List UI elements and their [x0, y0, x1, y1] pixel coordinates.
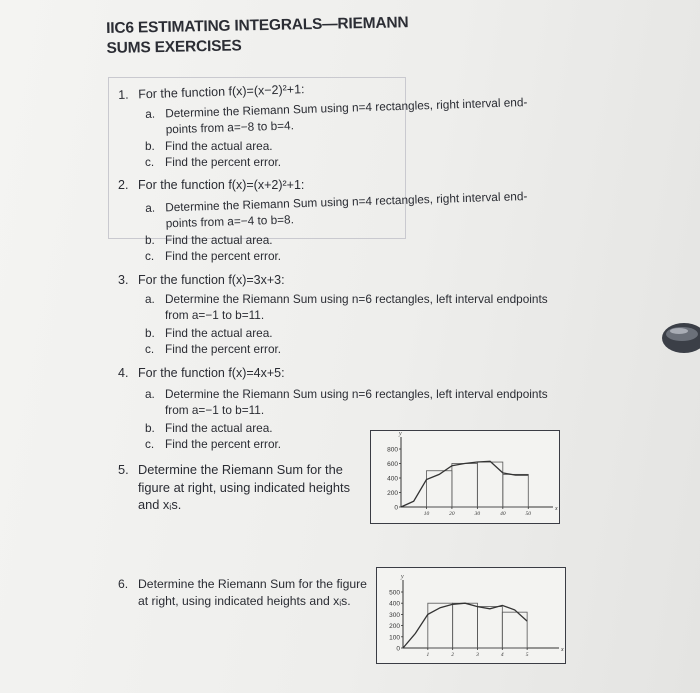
part-continuation: points from a=−4 to b=8.: [165, 211, 295, 230]
part-letter: b.: [145, 233, 155, 247]
part-letter: a.: [145, 106, 156, 121]
problem-2b: [145, 233, 273, 249]
part-continuation: from a=−1 to b=11.: [165, 307, 265, 322]
problem-number: 5.: [118, 462, 129, 477]
y-tick-label: 0: [396, 645, 400, 653]
x-tick-label: 20: [449, 511, 455, 517]
y-tick-label: 500: [389, 589, 400, 597]
riemann-chart-problem-5: [371, 431, 559, 523]
y-tick-label: 100: [389, 634, 400, 642]
problem-line: at right, using indicated heights and xᵢs.: [138, 594, 351, 608]
x-tick-label: 4: [500, 652, 504, 658]
y-axis-label: y: [399, 431, 402, 437]
chart-frame-6: [376, 567, 566, 664]
problem-text: For the function f(x)=4x+5:: [138, 366, 285, 380]
problem-3: [118, 273, 285, 289]
x-tick-label: 10: [423, 511, 430, 517]
part-text: Determine the Riemann Sum using n=4 rectangles, right interval end-: [164, 188, 528, 215]
y-tick-label: 200: [389, 623, 400, 631]
part-letter: c.: [145, 155, 155, 169]
part-letter: a.: [145, 292, 155, 306]
faded-text: [419, 20, 423, 31]
problem-2c: [145, 249, 281, 265]
riemann-rectangle: [477, 607, 502, 648]
riemann-rectangle: [503, 474, 528, 507]
x-tick-label: 50: [525, 511, 532, 517]
problem-number: 2.: [118, 178, 129, 192]
function-curve: [403, 603, 527, 648]
x-tick-label: 3: [476, 652, 479, 658]
part-text: Find the actual area.: [165, 233, 273, 247]
title-line-1: IIC6 ESTIMATING INTEGRALS—RIEMANN: [106, 14, 409, 37]
problem-3b: [145, 326, 273, 342]
part-continuation: points from a=−8 to b=4.: [165, 117, 295, 136]
part-text: Find the actual area.: [165, 139, 273, 153]
riemann-rectangle: [426, 471, 451, 507]
problem-4a: [145, 387, 548, 418]
riemann-chart-problem-6: [377, 568, 565, 663]
part-text: Find the percent error.: [165, 437, 282, 451]
title-line-2: SUMS EXERCISES: [106, 37, 242, 57]
x-tick-label: 30: [474, 511, 481, 517]
part-letter: c.: [145, 437, 155, 451]
part-text: Find the percent error.: [165, 249, 282, 263]
problem-line: Determine the Riemann Sum for the: [138, 462, 343, 477]
problem-3c: [145, 342, 281, 358]
part-letter: a.: [145, 387, 155, 401]
y-tick-label: 0: [394, 504, 398, 512]
part-letter: c.: [145, 342, 155, 356]
y-axis-label: y: [401, 574, 404, 580]
problem-number: 1.: [118, 87, 129, 102]
problem-4: [118, 366, 285, 382]
problem-number: 3.: [118, 273, 129, 287]
part-text: Determine the Riemann Sum using n=6 rectangles, left interval endpoints: [165, 387, 548, 401]
part-text: Determine the Riemann Sum using n=6 rectangles, left interval endpoints: [165, 292, 548, 306]
part-text: Determine the Riemann Sum using n=4 rectangles, right interval end-: [164, 94, 528, 121]
problem-2: [118, 178, 304, 194]
y-tick-label: 800: [387, 446, 398, 454]
problem-3a: [145, 292, 548, 323]
part-text: Find the percent error.: [165, 342, 282, 356]
x-tick-label: 5: [525, 652, 529, 658]
part-text: Find the actual area.: [165, 421, 273, 435]
part-continuation: from a=−1 to b=11.: [165, 402, 265, 417]
chart-frame-5: [370, 430, 560, 524]
part-letter: b.: [145, 421, 155, 435]
problem-line: figure at right, using indicated heights: [138, 479, 350, 495]
function-curve: [401, 461, 528, 507]
part-text: Find the actual area.: [165, 326, 273, 340]
y-tick-label: 300: [389, 611, 400, 619]
y-tick-label: 600: [387, 461, 398, 468]
problem-1c: [145, 155, 281, 171]
problem-5: [118, 461, 350, 514]
problem-number: 4.: [118, 366, 129, 380]
x-tick-label: 40: [500, 511, 506, 517]
riemann-rectangle: [453, 603, 478, 648]
riemann-rectangle: [452, 464, 477, 508]
part-letter: b.: [145, 326, 155, 340]
problem-number: 6.: [118, 577, 129, 591]
problem-4c: [145, 437, 281, 453]
problem-6: [118, 576, 367, 610]
part-letter: c.: [145, 249, 155, 263]
part-letter: a.: [145, 200, 156, 215]
y-tick-label: 400: [389, 600, 400, 608]
part-text: Find the percent error.: [165, 155, 282, 169]
problem-4b: [145, 421, 273, 437]
x-axis-label: x: [561, 647, 564, 653]
page-title: [106, 13, 409, 59]
x-tick-label: 1: [426, 652, 430, 658]
problem-text: For the function f(x)=3x+3:: [138, 273, 285, 287]
binder-clip-icon: [654, 318, 700, 358]
y-tick-label: 200: [387, 490, 398, 497]
part-letter: b.: [145, 139, 155, 153]
problem-1b: [145, 139, 273, 155]
problem-line: and xᵢs.: [138, 497, 182, 512]
x-axis-label: x: [555, 506, 558, 512]
problem-text: For the function f(x)=(x−2)²+1:: [137, 82, 305, 102]
problem-line: Determine the Riemann Sum for the figure: [138, 577, 367, 591]
x-tick-label: 2: [451, 652, 455, 658]
riemann-rectangle: [428, 603, 453, 648]
problem-text: For the function f(x)=(x+2)²+1:: [138, 178, 305, 192]
y-tick-label: 400: [387, 475, 398, 483]
